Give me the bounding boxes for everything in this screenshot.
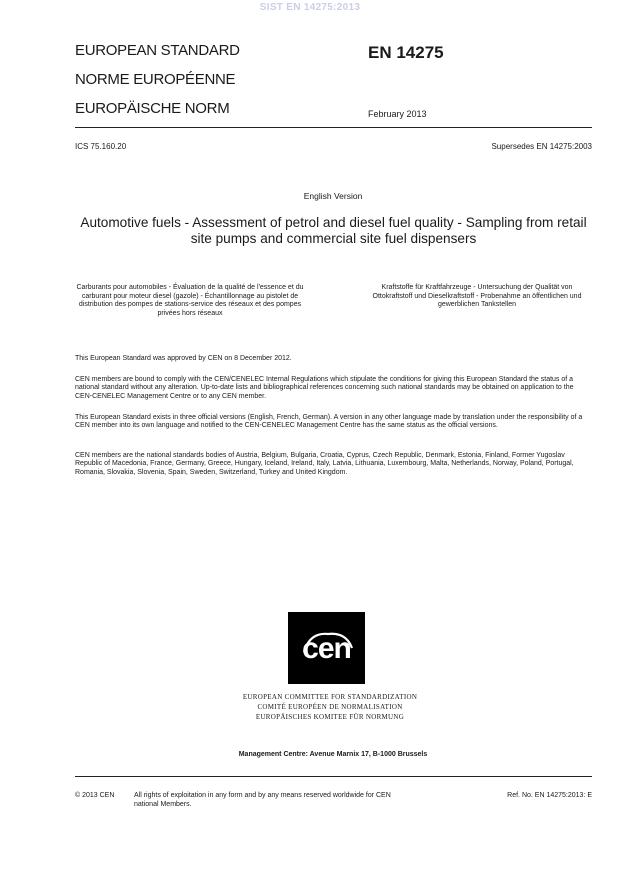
reference-number: Ref. No. EN 14275:2013: E (507, 792, 592, 799)
publication-date: February 2013 (368, 109, 427, 119)
supersedes-note: Supersedes EN 14275:2003 (491, 142, 592, 151)
cen-logo-text: cen (302, 632, 351, 665)
committee-name-en: EUROPEAN COMMITTEE FOR STANDARDIZATION (242, 693, 418, 701)
title-german: Kraftstoffe für Kraftfahrzeuge - Untersuchung der Qualität von Ottokraftstoff und Dieselkraftstoff - Probenahme an öffentlichen und gewerblichen Tankstellen (372, 284, 582, 309)
standard-type-en: EUROPEAN STANDARD (75, 42, 240, 59)
title-french: Carburants pour automobiles - Évaluation de la qualité de l'essence et du carburant pour moteur diesel (gazole) - Échantillonnage au pistolet de distribution des pompes de stations-service des réseaux et des pompes privées hors réseaux (76, 284, 304, 317)
compliance-paragraph (75, 376, 592, 401)
document-title: Automotive fuels - Assessment of petrol and diesel fuel quality - Sampling from retail site pumps and commercial site fuel dispensers (80, 215, 587, 246)
committee-name-de: EUROPÄISCHES KOMITEE FÜR NORMUNG (255, 713, 405, 721)
approval-paragraph (75, 355, 592, 363)
versions-paragraph (75, 414, 592, 431)
members-text: CEN members are the national standards bodies of Austria, Belgium, Bulgaria, Croatia, Cyprus, Czech Republic, Denmark, Estonia, Finland, Former Yugoslav Republic of Macedonia, France, Germany, Greece, Hungary, Iceland, Ireland, Italy, Latvia, Lithuania, Luxembourg, Malta, Netherlands, Norway, Poland, Portugal, Romania, Slovakia, Slovenia, Spain, Sweden, Switzerland, Turkey and United Kingdom. (75, 452, 574, 476)
header-divider (75, 127, 592, 128)
watermark: SIST EN 14275:2013 (259, 2, 361, 13)
version-label: English Version (303, 191, 363, 201)
copyright: © 2013 CEN (75, 792, 115, 799)
ics-code: ICS 75.160.20 (75, 142, 127, 151)
committee-name-fr: COMITÉ EUROPÉEN DE NORMALISATION (257, 703, 403, 711)
versions-text: This European Standard exists in three official versions (English, French, German). A version in any other language made by translation under the responsibility of a CEN member into its own language and notified to the CEN-CENELEC Management Centre has the same status as the official versions. (75, 414, 583, 430)
standard-type-fr: NORME EUROPÉENNE (75, 71, 236, 88)
rights-notice: All rights of exploitation in any form and by any means reserved worldwide for CEN national Members. (134, 792, 391, 808)
approval-text: This European Standard was approved by CEN on 8 December 2012. (75, 355, 292, 362)
members-paragraph (75, 452, 592, 477)
footer-divider (75, 776, 592, 777)
cen-logo-icon (288, 612, 365, 684)
compliance-text: CEN members are bound to comply with the CEN/CENELEC Internal Regulations which stipulate the conditions for giving this European Standard the status of a national standard without any alteration. Up-to-date lists and bibliographical references concerning such national standards may be obtained on application to the CEN-CENELEC Management Centre or to any CEN member. (75, 376, 574, 400)
management-centre: Management Centre: Avenue Marnix 17, B-1000 Brussels (238, 751, 428, 758)
standard-number: EN 14275 (368, 43, 444, 62)
standard-type-de: EUROPÄISCHE NORM (75, 100, 230, 117)
